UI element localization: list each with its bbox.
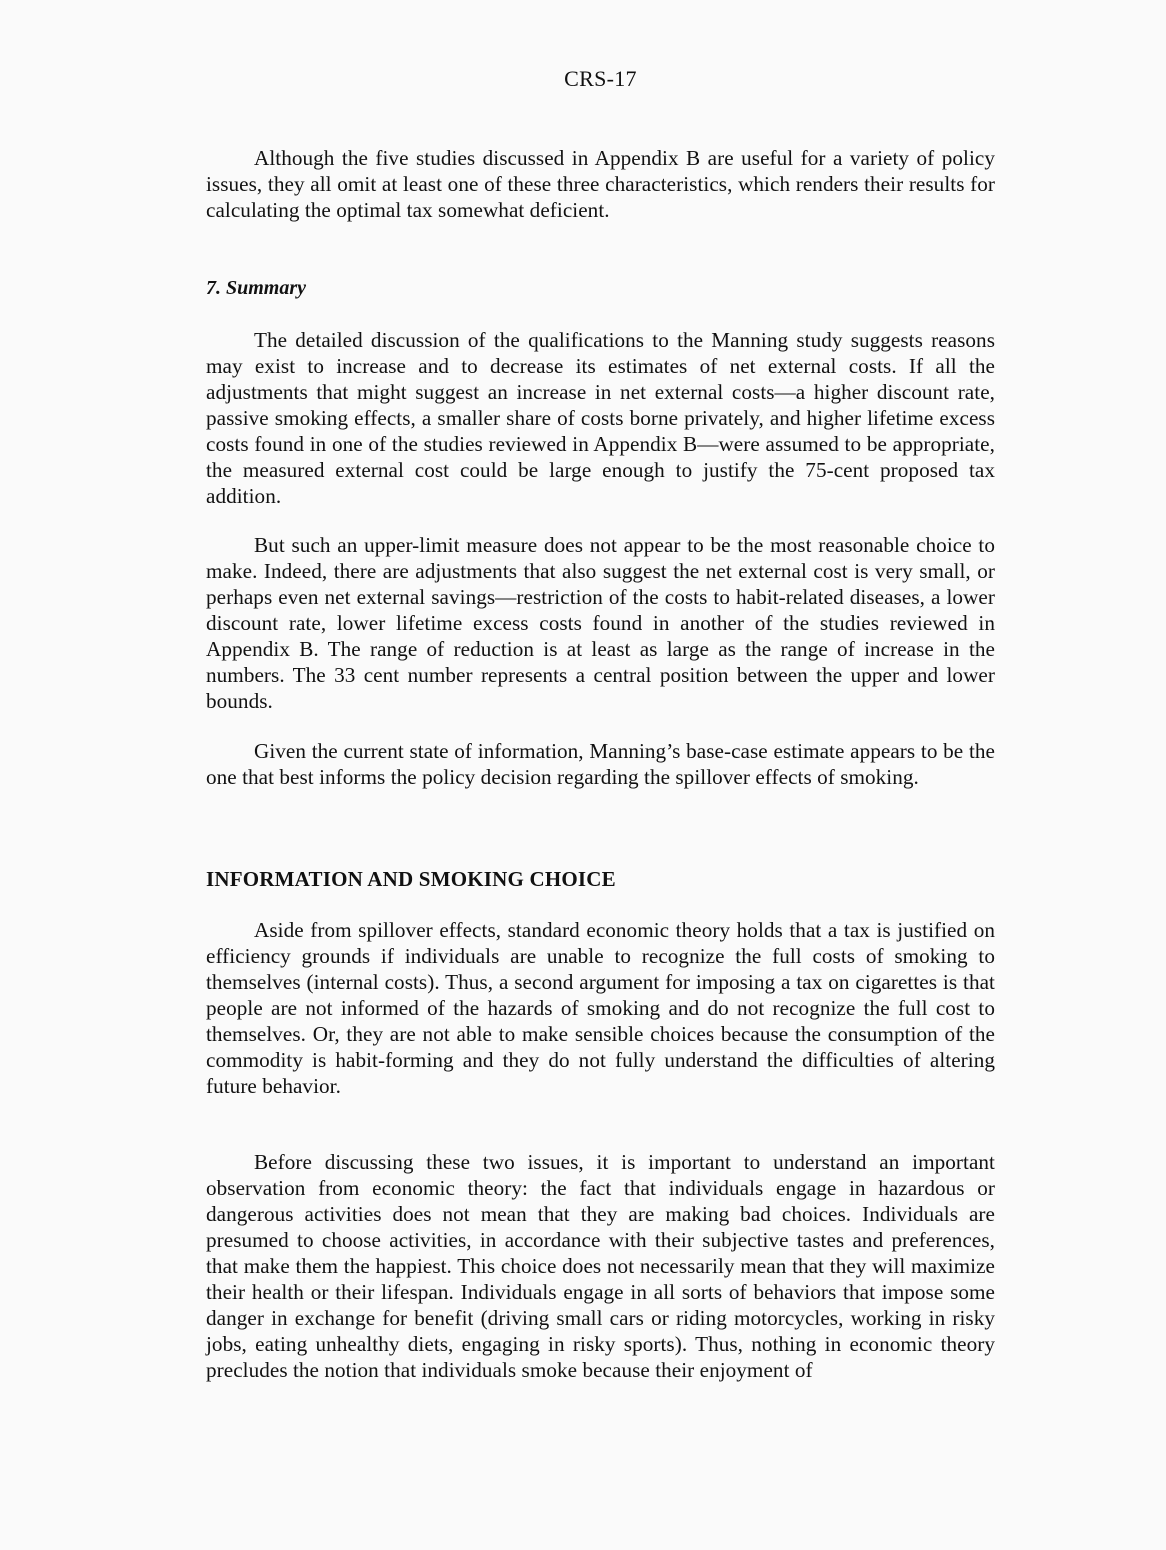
section-heading-information-smoking-choice: INFORMATION AND SMOKING CHOICE bbox=[206, 867, 616, 891]
paragraph-appendix-b-studies: Although the five studies discussed in Appendix B are useful for a variety of policy issues, they all omit at least one of these three characteristics, which renders their results for calculating the optimal tax somewhat deficient. bbox=[206, 146, 995, 222]
paragraph-spillover-effects: Aside from spillover effects, standard economic theory holds that a tax is justified on efficiency grounds if individuals are unable to recognize the full costs of smoking to themselves (internal costs). Thus, a second argument for imposing a tax on cigarettes is that people are not informed of the hazards of smoking and do not recognize the full cost to themselves. Or, they are not able to make sensible choices because the consumption of the commodity is habit-forming and they do not fully understand the difficulties of altering future behavior. bbox=[206, 918, 995, 1098]
paragraph-base-case-estimate: Given the current state of information, Manning’s base-case estimate appears to be the one that best informs the policy decision regarding the spillover effects of smoking. bbox=[206, 739, 995, 789]
page-number: CRS-17 bbox=[564, 66, 637, 91]
paragraph-upper-limit-measure: But such an upper-limit measure does not appear to be the most reasonable choice to make. Indeed, there are adjustments that also suggest the net external cost is very small, or perhaps even net external savings—restriction of the costs to habit-related diseases, a lower discount rate, lower lifetime excess costs found in another of the studies reviewed in Appendix B. The range of reduction is at least as large as the range of increase in the numbers. The 33 cent number represents a central position between the upper and lower bounds. bbox=[206, 533, 995, 713]
paragraph-manning-qualifications: The detailed discussion of the qualifications to the Manning study suggests reasons may exist to increase and to decrease its estimates of net external costs. If all the adjustments that might suggest an increase in net external costs—a higher discount rate, passive smoking effects, a smaller share of costs borne privately, and higher lifetime excess costs found in one of the studies reviewed in Appendix B—were assumed to be appropriate, the measured external cost could be large enough to justify the 75-cent proposed tax addition. bbox=[206, 328, 995, 508]
paragraph-economic-theory-observation: Before discussing these two issues, it is important to understand an important observation from economic theory: the fact that individuals engage in hazardous or dangerous activities does not mean that they are making bad choices. Individuals are presumed to choose activities, in accordance with their subjective tastes and preferences, that make them the happiest. This choice does not necessarily mean that they will maximize their health or their lifespan. Individuals engage in all sorts of behaviors that impose some danger in exchange for benefit (driving small cars or riding motorcycles, working in risky jobs, eating unhealthy diets, engaging in risky sports). Thus, nothing in economic theory precludes the notion that individuals smoke because their enjoyment of bbox=[206, 1150, 995, 1382]
section-heading-summary: 7. Summary bbox=[206, 277, 307, 299]
